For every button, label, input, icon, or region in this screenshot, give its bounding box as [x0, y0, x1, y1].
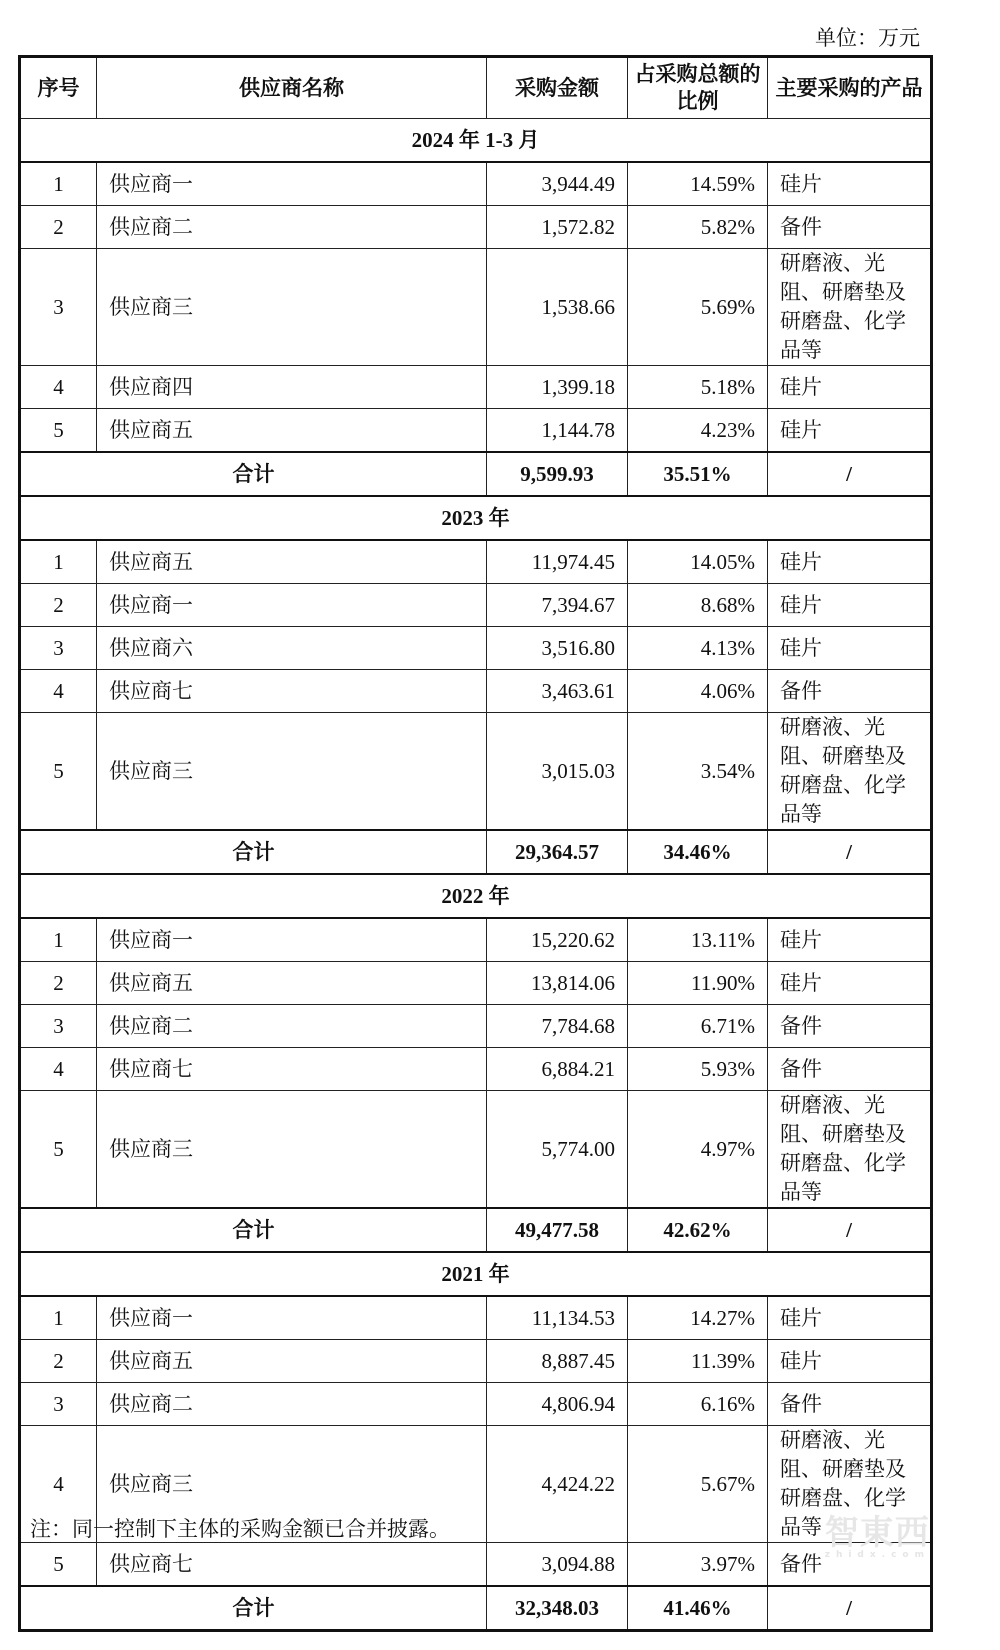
total-product: /	[768, 830, 932, 874]
supplier-purchase-table	[18, 55, 933, 1632]
table-row	[20, 540, 932, 584]
cell-product: 硅片	[768, 540, 932, 584]
cell-amount: 7,784.68	[487, 1005, 628, 1048]
cell-index: 2	[20, 962, 97, 1005]
cell-amount: 4,806.94	[487, 1383, 628, 1426]
section-header-row	[20, 119, 932, 163]
cell-ratio: 4.13%	[628, 627, 768, 670]
cell-index: 3	[20, 1383, 97, 1426]
cell-supplier: 供应商二	[97, 206, 487, 249]
table-row	[20, 1383, 932, 1426]
cell-ratio: 5.82%	[628, 206, 768, 249]
cell-amount: 6,884.21	[487, 1048, 628, 1091]
table-row	[20, 1048, 932, 1091]
watermark-text: 智東西	[824, 1513, 930, 1553]
cell-product: 硅片	[768, 366, 932, 409]
total-ratio: 34.46%	[628, 830, 768, 874]
cell-ratio: 14.27%	[628, 1296, 768, 1340]
table-row	[20, 1340, 932, 1383]
cell-ratio: 11.90%	[628, 962, 768, 1005]
total-ratio: 42.62%	[628, 1208, 768, 1252]
cell-product: 研磨液、光阻、研磨垫及研磨盘、化学品等	[768, 713, 932, 831]
cell-index: 1	[20, 162, 97, 206]
section-period: 2021 年	[20, 1252, 932, 1296]
cell-index: 2	[20, 206, 97, 249]
cell-product: 研磨液、光阻、研磨垫及研磨盘、化学品等	[768, 1426, 932, 1543]
cell-ratio: 5.67%	[628, 1426, 768, 1543]
cell-supplier: 供应商三	[97, 249, 487, 366]
cell-amount: 15,220.62	[487, 918, 628, 962]
footnote: 注：同一控制下主体的采购金额已合并披露。	[30, 1517, 450, 1541]
cell-ratio: 3.97%	[628, 1543, 768, 1587]
table-body	[20, 119, 932, 1631]
section-header-row	[20, 1252, 932, 1296]
cell-index: 3	[20, 249, 97, 366]
cell-product: 备件	[768, 1383, 932, 1426]
cell-amount: 3,944.49	[487, 162, 628, 206]
cell-index: 2	[20, 584, 97, 627]
table-row	[20, 409, 932, 453]
cell-supplier: 供应商二	[97, 1383, 487, 1426]
section-period: 2024 年 1-3 月	[20, 119, 932, 163]
header-index: 序号	[20, 57, 97, 119]
total-label: 合计	[20, 1586, 487, 1631]
watermark-subtext: zhidx.com	[824, 1550, 930, 1560]
cell-ratio: 14.59%	[628, 162, 768, 206]
table-row	[20, 713, 932, 831]
cell-index: 4	[20, 366, 97, 409]
cell-index: 4	[20, 670, 97, 713]
table-row	[20, 1091, 932, 1209]
cell-ratio: 5.69%	[628, 249, 768, 366]
cell-ratio: 3.54%	[628, 713, 768, 831]
total-amount: 49,477.58	[487, 1208, 628, 1252]
table-row	[20, 206, 932, 249]
cell-product: 备件	[768, 1543, 932, 1587]
total-product: /	[768, 1586, 932, 1631]
cell-index: 1	[20, 1296, 97, 1340]
cell-amount: 7,394.67	[487, 584, 628, 627]
cell-ratio: 13.11%	[628, 918, 768, 962]
cell-supplier: 供应商一	[97, 584, 487, 627]
cell-product: 备件	[768, 670, 932, 713]
table-row	[20, 962, 932, 1005]
cell-ratio: 14.05%	[628, 540, 768, 584]
table-row	[20, 670, 932, 713]
cell-ratio: 5.18%	[628, 366, 768, 409]
header-product: 主要采购的产品	[768, 57, 932, 119]
cell-product: 硅片	[768, 409, 932, 453]
cell-index: 2	[20, 1340, 97, 1383]
cell-supplier: 供应商三	[97, 713, 487, 831]
cell-index: 3	[20, 627, 97, 670]
cell-amount: 4,424.22	[487, 1426, 628, 1543]
cell-index: 3	[20, 1005, 97, 1048]
cell-amount: 11,974.45	[487, 540, 628, 584]
cell-product: 硅片	[768, 1296, 932, 1340]
cell-index: 5	[20, 409, 97, 453]
table-row	[20, 627, 932, 670]
cell-ratio: 5.93%	[628, 1048, 768, 1091]
cell-supplier: 供应商七	[97, 1048, 487, 1091]
table-header-row	[20, 57, 932, 119]
cell-supplier: 供应商五	[97, 1340, 487, 1383]
watermark-logo	[825, 1505, 930, 1560]
cell-product: 硅片	[768, 627, 932, 670]
cell-product: 硅片	[768, 1340, 932, 1383]
section-header-row	[20, 496, 932, 540]
table-row	[20, 1296, 932, 1340]
cell-amount: 1,144.78	[487, 409, 628, 453]
cell-product: 备件	[768, 1048, 932, 1091]
cell-ratio: 4.97%	[628, 1091, 768, 1209]
table-row	[20, 366, 932, 409]
cell-amount: 1,572.82	[487, 206, 628, 249]
cell-amount: 1,538.66	[487, 249, 628, 366]
cell-product: 硅片	[768, 584, 932, 627]
cell-product: 硅片	[768, 962, 932, 1005]
cell-supplier: 供应商五	[97, 540, 487, 584]
cell-supplier: 供应商五	[97, 409, 487, 453]
table-row	[20, 1005, 932, 1048]
total-product: /	[768, 452, 932, 496]
cell-product: 硅片	[768, 162, 932, 206]
total-label: 合计	[20, 452, 487, 496]
cell-amount: 3,463.61	[487, 670, 628, 713]
total-row	[20, 452, 932, 496]
cell-amount: 3,094.88	[487, 1543, 628, 1587]
cell-amount: 3,015.03	[487, 713, 628, 831]
total-amount: 9,599.93	[487, 452, 628, 496]
cell-supplier: 供应商一	[97, 162, 487, 206]
cell-amount: 3,516.80	[487, 627, 628, 670]
total-label: 合计	[20, 830, 487, 874]
cell-product: 研磨液、光阻、研磨垫及研磨盘、化学品等	[768, 1091, 932, 1209]
cell-supplier: 供应商一	[97, 918, 487, 962]
cell-product: 硅片	[768, 918, 932, 962]
cell-index: 5	[20, 1543, 97, 1587]
total-ratio: 41.46%	[628, 1586, 768, 1631]
total-row	[20, 830, 932, 874]
cell-ratio: 8.68%	[628, 584, 768, 627]
unit-label: 单位：万元	[815, 26, 920, 50]
cell-ratio: 4.23%	[628, 409, 768, 453]
cell-supplier: 供应商二	[97, 1005, 487, 1048]
header-ratio: 占采购总额的比例	[628, 57, 768, 119]
cell-product: 备件	[768, 1005, 932, 1048]
cell-amount: 13,814.06	[487, 962, 628, 1005]
cell-supplier: 供应商七	[97, 1543, 487, 1587]
cell-supplier: 供应商一	[97, 1296, 487, 1340]
header-amount: 采购金额	[487, 57, 628, 119]
cell-index: 1	[20, 540, 97, 584]
cell-amount: 8,887.45	[487, 1340, 628, 1383]
total-product: /	[768, 1208, 932, 1252]
cell-supplier: 供应商六	[97, 627, 487, 670]
cell-index: 4	[20, 1426, 97, 1543]
cell-ratio: 6.16%	[628, 1383, 768, 1426]
table-row	[20, 584, 932, 627]
cell-ratio: 6.71%	[628, 1005, 768, 1048]
section-period: 2022 年	[20, 874, 932, 918]
cell-index: 4	[20, 1048, 97, 1091]
cell-amount: 1,399.18	[487, 366, 628, 409]
table-row	[20, 249, 932, 366]
header-supplier: 供应商名称	[97, 57, 487, 119]
cell-amount: 5,774.00	[487, 1091, 628, 1209]
cell-ratio: 4.06%	[628, 670, 768, 713]
table-row	[20, 162, 932, 206]
cell-supplier: 供应商三	[97, 1426, 487, 1543]
table-row	[20, 918, 932, 962]
cell-supplier: 供应商四	[97, 366, 487, 409]
total-amount: 29,364.57	[487, 830, 628, 874]
total-amount: 32,348.03	[487, 1586, 628, 1631]
section-header-row	[20, 874, 932, 918]
cell-index: 1	[20, 918, 97, 962]
section-period: 2023 年	[20, 496, 932, 540]
cell-supplier: 供应商七	[97, 670, 487, 713]
total-ratio: 35.51%	[628, 452, 768, 496]
cell-product: 研磨液、光阻、研磨垫及研磨盘、化学品等	[768, 249, 932, 366]
cell-ratio: 11.39%	[628, 1340, 768, 1383]
total-row	[20, 1208, 932, 1252]
total-label: 合计	[20, 1208, 487, 1252]
cell-amount: 11,134.53	[487, 1296, 628, 1340]
total-row	[20, 1586, 932, 1631]
cell-index: 5	[20, 713, 97, 831]
table-row	[20, 1543, 932, 1587]
cell-index: 5	[20, 1091, 97, 1209]
cell-supplier: 供应商五	[97, 962, 487, 1005]
cell-supplier: 供应商三	[97, 1091, 487, 1209]
cell-product: 备件	[768, 206, 932, 249]
